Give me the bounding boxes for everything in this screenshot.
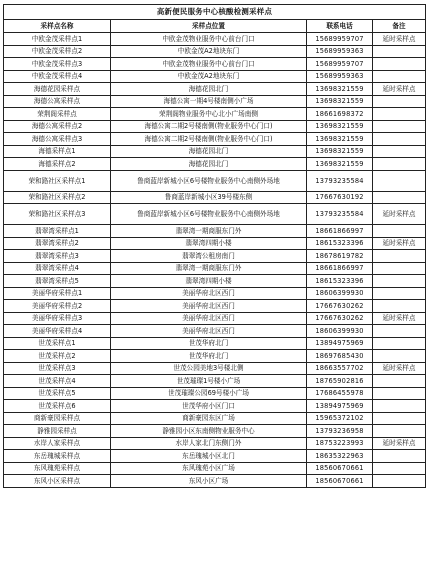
site-location-cell: 商新豪园东区广场 — [111, 412, 307, 425]
phone-cell: 13793235584 — [307, 204, 373, 225]
site-location-cell: 静雅园小区东南侧物业服务中心 — [111, 425, 307, 438]
site-location-cell: 中欧金茂A2地块东门 — [111, 70, 307, 83]
table-row — [4, 412, 426, 425]
table-row — [4, 462, 426, 475]
site-location-cell: 鲁商蓝岸新城小区6号楼物业服务中心南侧外场地 — [111, 170, 307, 191]
site-name-cell: 中欧金茂采样点3 — [4, 58, 111, 71]
site-name-cell: 东风小区采样点 — [4, 475, 111, 488]
site-location-cell: 中欧金茂物业服务中心前台门口 — [111, 58, 307, 71]
phone-cell: 13698321559 — [307, 145, 373, 158]
site-location-cell: 世茂华府北门 — [111, 350, 307, 363]
site-location-cell: 中欧金茂物业服务中心前台门口 — [111, 33, 307, 46]
table-row — [4, 133, 426, 146]
table-row — [4, 312, 426, 325]
site-name-cell: 世茂采样点6 — [4, 400, 111, 413]
site-location-cell: 美丽华府北区西门 — [111, 312, 307, 325]
phone-cell: 13793236958 — [307, 425, 373, 438]
note-cell — [373, 262, 426, 275]
table-row — [4, 58, 426, 71]
phone-cell: 18560670661 — [307, 462, 373, 475]
site-location-cell: 水岸人家北门东侧门外 — [111, 437, 307, 450]
note-cell — [373, 133, 426, 146]
site-name-cell: 荣和路社区采样点2 — [4, 191, 111, 204]
note-cell — [373, 350, 426, 363]
site-location-cell: 东风瑰苑小区广场 — [111, 462, 307, 475]
phone-cell: 18606399930 — [307, 287, 373, 300]
phone-cell: 15965372102 — [307, 412, 373, 425]
note-cell: 延时采样点 — [373, 312, 426, 325]
phone-cell: 13698321559 — [307, 83, 373, 96]
note-cell — [373, 300, 426, 313]
note-cell — [373, 145, 426, 158]
note-cell — [373, 425, 426, 438]
site-name-cell: 海德采样点2 — [4, 158, 111, 171]
site-name-cell: 美丽华府采样点2 — [4, 300, 111, 313]
note-cell — [373, 400, 426, 413]
phone-cell: 18753223993 — [307, 437, 373, 450]
note-cell: 延时采样点 — [373, 362, 426, 375]
note-cell — [373, 191, 426, 204]
site-name-cell: 海德公寓采样点3 — [4, 133, 111, 146]
note-cell — [373, 375, 426, 388]
site-location-cell: 鲁商蓝岸新城小区39号楼东侧 — [111, 191, 307, 204]
site-location-cell: 翡翠湾四期小楼 — [111, 275, 307, 288]
phone-cell: 17667630262 — [307, 300, 373, 313]
site-name-cell: 中欧金茂采样点1 — [4, 33, 111, 46]
site-location-cell: 世茂公园美地3号楼北侧 — [111, 362, 307, 375]
table-row — [4, 108, 426, 121]
phone-cell: 17686455978 — [307, 387, 373, 400]
site-name-cell: 荣荆阁采样点 — [4, 108, 111, 121]
phone-cell: 18661866997 — [307, 262, 373, 275]
header-site-location: 采样点位置 — [111, 20, 307, 33]
site-location-cell: 翡翠湾一期商服东门外 — [111, 225, 307, 238]
site-name-cell: 世茂采样点2 — [4, 350, 111, 363]
note-cell — [373, 225, 426, 238]
phone-cell: 13698321559 — [307, 95, 373, 108]
title-row — [4, 5, 426, 20]
note-cell — [373, 120, 426, 133]
site-location-cell: 海德公寓一期4号楼南侧小广场 — [111, 95, 307, 108]
table-row — [4, 287, 426, 300]
phone-cell: 18635322963 — [307, 450, 373, 463]
phone-cell: 18678619782 — [307, 250, 373, 263]
phone-cell: 13698321559 — [307, 133, 373, 146]
site-name-cell: 美丽华府采样点4 — [4, 325, 111, 338]
site-location-cell: 海德花园北门 — [111, 145, 307, 158]
note-cell — [373, 70, 426, 83]
table-row — [4, 70, 426, 83]
table-body — [4, 33, 426, 488]
phone-cell: 13894975969 — [307, 400, 373, 413]
table-row — [4, 375, 426, 388]
table-row — [4, 425, 426, 438]
note-cell — [373, 337, 426, 350]
phone-cell: 17667630262 — [307, 312, 373, 325]
phone-cell: 18606399930 — [307, 325, 373, 338]
site-location-cell: 美丽华府北区西门 — [111, 287, 307, 300]
phone-cell: 13698321559 — [307, 158, 373, 171]
note-cell — [373, 450, 426, 463]
site-location-cell: 荣荆阁物业服务中心北小广场南侧 — [111, 108, 307, 121]
note-cell — [373, 58, 426, 71]
note-cell: 延时采样点 — [373, 33, 426, 46]
phone-cell: 13698321559 — [307, 120, 373, 133]
site-name-cell: 海德采样点1 — [4, 145, 111, 158]
site-name-cell: 中欧金茂采样点2 — [4, 45, 111, 58]
table-row — [4, 45, 426, 58]
table-row — [4, 300, 426, 313]
table-row — [4, 325, 426, 338]
table-row — [4, 400, 426, 413]
phone-cell: 15689959707 — [307, 33, 373, 46]
phone-cell: 13793235584 — [307, 170, 373, 191]
note-cell — [373, 275, 426, 288]
header-phone: 联系电话 — [307, 20, 373, 33]
phone-cell: 18663557702 — [307, 362, 373, 375]
note-cell: 延时采样点 — [373, 83, 426, 96]
phone-cell: 15689959707 — [307, 58, 373, 71]
site-name-cell: 荣和路社区采样点3 — [4, 204, 111, 225]
note-cell — [373, 387, 426, 400]
table-title: 高新便民服务中心核酸检测采样点 — [4, 5, 426, 20]
site-name-cell: 中欧金茂采样点4 — [4, 70, 111, 83]
table-row — [4, 225, 426, 238]
phone-cell: 18661866997 — [307, 225, 373, 238]
phone-cell: 17667630192 — [307, 191, 373, 204]
phone-cell: 15689959363 — [307, 70, 373, 83]
table-row — [4, 475, 426, 488]
table-row — [4, 262, 426, 275]
table-row — [4, 120, 426, 133]
note-cell — [373, 170, 426, 191]
note-cell — [373, 158, 426, 171]
site-location-cell: 世茂璀璨公园69号楼小广场 — [111, 387, 307, 400]
site-name-cell: 世茂采样点1 — [4, 337, 111, 350]
table-row — [4, 145, 426, 158]
site-location-cell: 中欧金茂A2地块东门 — [111, 45, 307, 58]
table-row — [4, 83, 426, 96]
note-cell — [373, 412, 426, 425]
site-name-cell: 翡翠湾采样点2 — [4, 237, 111, 250]
phone-cell: 18615323396 — [307, 237, 373, 250]
site-name-cell: 海德公寓采样点 — [4, 95, 111, 108]
site-location-cell: 翡翠湾四期小楼 — [111, 237, 307, 250]
site-location-cell: 美丽华府北区西门 — [111, 325, 307, 338]
site-name-cell: 美丽华府采样点1 — [4, 287, 111, 300]
site-name-cell: 东风瑰苑采样点 — [4, 462, 111, 475]
header-site-name: 采样点名称 — [4, 20, 111, 33]
table-row — [4, 204, 426, 225]
note-cell — [373, 287, 426, 300]
table-row — [4, 191, 426, 204]
header-row — [4, 20, 426, 33]
table-row — [4, 450, 426, 463]
note-cell: 延时采样点 — [373, 237, 426, 250]
table-row — [4, 33, 426, 46]
site-location-cell: 海德花园北门 — [111, 83, 307, 96]
site-location-cell: 东岳瑰城小区北门 — [111, 450, 307, 463]
note-cell — [373, 95, 426, 108]
table-row — [4, 158, 426, 171]
phone-cell: 13894975969 — [307, 337, 373, 350]
site-name-cell: 水岸人家采样点 — [4, 437, 111, 450]
site-location-cell: 翡翠湾一期商服东门外 — [111, 262, 307, 275]
site-name-cell: 荣和路社区采样点1 — [4, 170, 111, 191]
phone-cell: 18765902816 — [307, 375, 373, 388]
site-name-cell: 静雅园采样点 — [4, 425, 111, 438]
table-row — [4, 337, 426, 350]
site-name-cell: 翡翠湾采样点5 — [4, 275, 111, 288]
site-name-cell: 海德公寓采样点2 — [4, 120, 111, 133]
note-cell — [373, 45, 426, 58]
phone-cell: 18615323396 — [307, 275, 373, 288]
site-location-cell: 世茂华府北门 — [111, 337, 307, 350]
site-location-cell: 海德公寓二期2号楼南侧(物业服务中心门口) — [111, 120, 307, 133]
table-row — [4, 275, 426, 288]
note-cell — [373, 250, 426, 263]
table-row — [4, 387, 426, 400]
table-row — [4, 237, 426, 250]
table-row — [4, 362, 426, 375]
header-note: 备注 — [373, 20, 426, 33]
site-location-cell: 鲁商蓝岸新城小区6号楼物业服务中心南侧外场地 — [111, 204, 307, 225]
note-cell: 延时采样点 — [373, 204, 426, 225]
site-name-cell: 海德花园采样点 — [4, 83, 111, 96]
site-name-cell: 翡翠湾采样点1 — [4, 225, 111, 238]
phone-cell: 18697685430 — [307, 350, 373, 363]
table-row — [4, 95, 426, 108]
table-row — [4, 437, 426, 450]
note-cell: 延时采样点 — [373, 437, 426, 450]
site-name-cell: 世茂采样点3 — [4, 362, 111, 375]
phone-cell: 18661698372 — [307, 108, 373, 121]
site-name-cell: 商新豪园采样点 — [4, 412, 111, 425]
site-name-cell: 美丽华府采样点3 — [4, 312, 111, 325]
sampling-sites-table — [3, 4, 426, 488]
site-name-cell: 翡翠湾采样点3 — [4, 250, 111, 263]
site-name-cell: 世茂采样点4 — [4, 375, 111, 388]
site-location-cell: 美丽华府北区西门 — [111, 300, 307, 313]
table-row — [4, 250, 426, 263]
note-cell — [373, 475, 426, 488]
note-cell — [373, 325, 426, 338]
table-row — [4, 350, 426, 363]
site-location-cell: 翡翠湾公租房南门 — [111, 250, 307, 263]
document-page — [3, 4, 425, 577]
phone-cell: 18560670661 — [307, 475, 373, 488]
note-cell — [373, 462, 426, 475]
site-location-cell: 海德公寓二期2号楼南侧(物业服务中心门口) — [111, 133, 307, 146]
site-name-cell: 翡翠湾采样点4 — [4, 262, 111, 275]
table-row — [4, 170, 426, 191]
site-location-cell: 海德花园北门 — [111, 158, 307, 171]
site-location-cell: 东风小区广场 — [111, 475, 307, 488]
site-location-cell: 世茂璀璨1号楼小广场 — [111, 375, 307, 388]
site-name-cell: 东岳瑰城采样点 — [4, 450, 111, 463]
note-cell — [373, 108, 426, 121]
site-location-cell: 世茂华府小区门口 — [111, 400, 307, 413]
phone-cell: 15689959363 — [307, 45, 373, 58]
site-name-cell: 世茂采样点5 — [4, 387, 111, 400]
